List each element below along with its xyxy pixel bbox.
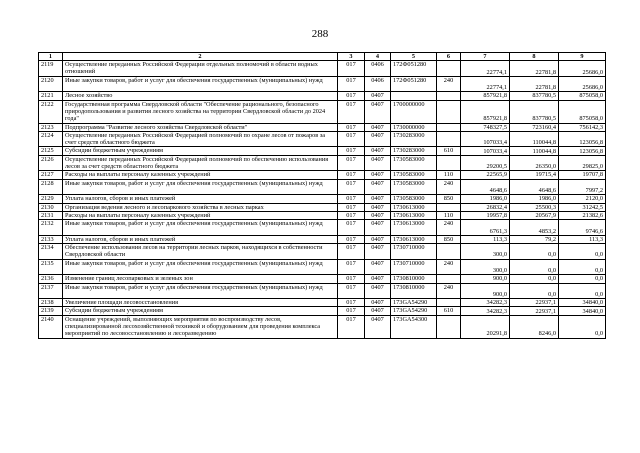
budget-table xyxy=(38,52,606,339)
expense-name-cell: Расходы на выплаты персоналу казенных учреждений xyxy=(63,211,338,219)
row-number-cell: 2132 xyxy=(39,220,63,236)
expense-name-cell: Иные закупки товаров, работ и услуг для обеспечения государственных (муниципальных) нужд xyxy=(63,76,338,92)
amount-year2-cell: 19715,4 xyxy=(510,171,559,179)
amount-year2-cell: 22937,1 xyxy=(510,299,559,307)
ministry-code-cell: 017 xyxy=(338,76,365,92)
amount-year1-cell: 4648,6 xyxy=(461,179,510,195)
table-row xyxy=(39,211,606,219)
amount-year3-cell: 7997,2 xyxy=(559,179,606,195)
section-code-cell: 0407 xyxy=(365,307,391,315)
amount-year3-cell: 0,0 xyxy=(559,244,606,260)
row-number-cell: 2138 xyxy=(39,299,63,307)
table-row xyxy=(39,259,606,275)
header-cell: 1 xyxy=(39,53,63,61)
amount-year3-cell: 21382,6 xyxy=(559,211,606,219)
header-cell: 4 xyxy=(365,53,391,61)
table-row xyxy=(39,100,606,123)
amount-year3-cell: 0,0 xyxy=(559,275,606,283)
amount-year3-cell: 31242,5 xyxy=(559,203,606,211)
amount-year2-cell: 22937,1 xyxy=(510,307,559,315)
amount-year1-cell: 19957,8 xyxy=(461,211,510,219)
ministry-code-cell: 017 xyxy=(338,307,365,315)
ministry-code-cell: 017 xyxy=(338,195,365,203)
amount-year1-cell: 107033,4 xyxy=(461,131,510,147)
table-row xyxy=(39,92,606,100)
ministry-code-cell: 017 xyxy=(338,275,365,283)
amount-year3-cell: 25686,0 xyxy=(559,61,606,77)
amount-year3-cell: 0,0 xyxy=(559,315,606,338)
amount-year1-cell: 6761,3 xyxy=(461,220,510,236)
amount-year3-cell: 34840,0 xyxy=(559,299,606,307)
amount-year1-cell: 107033,4 xyxy=(461,147,510,155)
expense-type-code-cell xyxy=(437,61,461,77)
expense-type-code-cell xyxy=(437,275,461,283)
expense-type-code-cell xyxy=(437,123,461,131)
expense-name-cell: Обеспечение использования лесов на территории лесных парков, находящихся в собственности Свердловской области xyxy=(63,244,338,260)
table-row xyxy=(39,195,606,203)
header-cell: 5 xyxy=(391,53,437,61)
header-cell: 9 xyxy=(559,53,606,61)
expense-type-code-cell: 850 xyxy=(437,195,461,203)
amount-year2-cell: 79,2 xyxy=(510,235,559,243)
expense-name-cell: Осуществление переданных Российской Федерацией полномочий по обеспечению использования лесов за счет средств областного бюджета xyxy=(63,155,338,171)
row-number-cell: 2119 xyxy=(39,61,63,77)
target-article-code-cell: 173GA54290 xyxy=(391,299,437,307)
section-code-cell: 0407 xyxy=(365,211,391,219)
row-number-cell: 2139 xyxy=(39,307,63,315)
table-row xyxy=(39,171,606,179)
amount-year3-cell: 29825,0 xyxy=(559,155,606,171)
header-cell: 3 xyxy=(338,53,365,61)
row-number-cell: 2128 xyxy=(39,179,63,195)
ministry-code-cell: 017 xyxy=(338,299,365,307)
amount-year3-cell: 34840,0 xyxy=(559,307,606,315)
table-row xyxy=(39,235,606,243)
amount-year2-cell: 723160,4 xyxy=(510,123,559,131)
ministry-code-cell: 017 xyxy=(338,179,365,195)
expense-type-code-cell: 240 xyxy=(437,259,461,275)
row-number-cell: 2124 xyxy=(39,131,63,147)
table-row xyxy=(39,123,606,131)
section-code-cell: 0407 xyxy=(365,299,391,307)
table-row xyxy=(39,307,606,315)
amount-year3-cell: 19707,8 xyxy=(559,171,606,179)
target-article-code-cell: 1730583000 xyxy=(391,171,437,179)
expense-name-cell: Уплата налогов, сборов и иных платежей xyxy=(63,235,338,243)
target-article-code-cell: 1730000000 xyxy=(391,123,437,131)
table-row xyxy=(39,244,606,260)
amount-year1-cell: 900,0 xyxy=(461,275,510,283)
amount-year1-cell: 1986,0 xyxy=(461,195,510,203)
row-number-cell: 2131 xyxy=(39,211,63,219)
table-row xyxy=(39,179,606,195)
target-article-code-cell: 1700000000 xyxy=(391,100,437,123)
amount-year2-cell: 20567,9 xyxy=(510,211,559,219)
row-number-cell: 2120 xyxy=(39,76,63,92)
table-row xyxy=(39,315,606,338)
amount-year3-cell: 0,0 xyxy=(559,283,606,299)
target-article-code-cell: 1730613000 xyxy=(391,220,437,236)
expense-name-cell: Иные закупки товаров, работ и услуг для обеспечения государственных (муниципальных) нужд xyxy=(63,283,338,299)
amount-year2-cell: 0,0 xyxy=(510,283,559,299)
header-cell: 6 xyxy=(437,53,461,61)
amount-year3-cell: 875058,0 xyxy=(559,100,606,123)
target-article-code-cell xyxy=(391,92,437,100)
amount-year2-cell: 8246,0 xyxy=(510,315,559,338)
amount-year2-cell: 22781,8 xyxy=(510,76,559,92)
expense-type-code-cell xyxy=(437,100,461,123)
expense-type-code-cell: 240 xyxy=(437,179,461,195)
section-code-cell: 0407 xyxy=(365,195,391,203)
expense-type-code-cell: 240 xyxy=(437,220,461,236)
expense-type-code-cell xyxy=(437,203,461,211)
amount-year2-cell: 0,0 xyxy=(510,275,559,283)
table-row xyxy=(39,147,606,155)
row-number-cell: 2135 xyxy=(39,259,63,275)
target-article-code-cell: 1730583000 xyxy=(391,155,437,171)
amount-year3-cell: 756142,3 xyxy=(559,123,606,131)
section-code-cell: 0407 xyxy=(365,155,391,171)
ministry-code-cell: 017 xyxy=(338,171,365,179)
row-number-cell: 2140 xyxy=(39,315,63,338)
expense-name-cell: Подпрограмма "Развитие лесного хозяйства Свердловской области" xyxy=(63,123,338,131)
target-article-code-cell: 1730283000 xyxy=(391,131,437,147)
row-number-cell: 2121 xyxy=(39,92,63,100)
amount-year2-cell: 4648,6 xyxy=(510,179,559,195)
amount-year2-cell: 4853,2 xyxy=(510,220,559,236)
page-number: 288 xyxy=(311,28,329,40)
header-cell: 8 xyxy=(510,53,559,61)
expense-name-cell: Увеличение площади лесовосстановления xyxy=(63,299,338,307)
section-code-cell: 0407 xyxy=(365,244,391,260)
expense-name-cell: Субсидии бюджетным учреждениям xyxy=(63,307,338,315)
table-row xyxy=(39,275,606,283)
column-number-header-row xyxy=(39,53,606,61)
ministry-code-cell: 017 xyxy=(338,283,365,299)
amount-year1-cell: 34282,3 xyxy=(461,307,510,315)
amount-year3-cell: 0,0 xyxy=(559,259,606,275)
target-article-code-cell: 1730583000 xyxy=(391,195,437,203)
row-number-cell: 2123 xyxy=(39,123,63,131)
row-number-cell: 2125 xyxy=(39,147,63,155)
table-row xyxy=(39,283,606,299)
amount-year2-cell: 110044,8 xyxy=(510,147,559,155)
row-number-cell: 2134 xyxy=(39,244,63,260)
expense-type-code-cell xyxy=(437,155,461,171)
amount-year1-cell: 900,0 xyxy=(461,283,510,299)
target-article-code-cell: 1730810000 xyxy=(391,283,437,299)
row-number-cell: 2133 xyxy=(39,235,63,243)
expense-type-code-cell: 610 xyxy=(437,307,461,315)
ministry-code-cell: 017 xyxy=(338,244,365,260)
amount-year1-cell: 857921,8 xyxy=(461,92,510,100)
expense-name-cell: Оснащение учреждений, выполняющих мероприятия по воспроизводству лесов, специализированной лесохозяйственной техникой и оборудованием для проведения комплекса мероприятий по лесовосстановлению и лесоразведению xyxy=(63,315,338,338)
target-article-code-cell: 1730583000 xyxy=(391,179,437,195)
section-code-cell: 0407 xyxy=(365,171,391,179)
amount-year2-cell: 0,0 xyxy=(510,244,559,260)
section-code-cell: 0407 xyxy=(365,131,391,147)
amount-year1-cell: 22565,9 xyxy=(461,171,510,179)
expense-name-cell: Осуществление переданных Российской Федерации отдельных полномочий в области водных отношений xyxy=(63,61,338,77)
amount-year3-cell: 2120,0 xyxy=(559,195,606,203)
section-code-cell: 0407 xyxy=(365,275,391,283)
ministry-code-cell: 017 xyxy=(338,100,365,123)
expense-type-code-cell xyxy=(437,299,461,307)
ministry-code-cell: 017 xyxy=(338,155,365,171)
target-article-code-cell: 172Ф051280 xyxy=(391,76,437,92)
target-article-code-cell: 1730613000 xyxy=(391,211,437,219)
ministry-code-cell: 017 xyxy=(338,315,365,338)
expense-name-cell: Расходы на выплаты персоналу казенных учреждений xyxy=(63,171,338,179)
target-article-code-cell: 1730710000 xyxy=(391,259,437,275)
expense-type-code-cell xyxy=(437,92,461,100)
header-cell: 7 xyxy=(461,53,510,61)
amount-year2-cell: 110044,8 xyxy=(510,131,559,147)
amount-year3-cell: 25686,0 xyxy=(559,76,606,92)
expense-name-cell: Изменение границ лесопарковых и зеленых зон xyxy=(63,275,338,283)
row-number-cell: 2126 xyxy=(39,155,63,171)
target-article-code-cell: 1730810000 xyxy=(391,275,437,283)
row-number-cell: 2137 xyxy=(39,283,63,299)
expense-name-cell: Лесное хозяйство xyxy=(63,92,338,100)
amount-year1-cell: 300,0 xyxy=(461,259,510,275)
expense-name-cell: Организация ведения лесного и лесопаркового хозяйства в лесных парках xyxy=(63,203,338,211)
expense-type-code-cell: 850 xyxy=(437,235,461,243)
section-code-cell: 0407 xyxy=(365,123,391,131)
table-row xyxy=(39,203,606,211)
expense-name-cell: Осуществление переданных Российской Федерацией полномочий по охране лесов от пожаров за счет средств областного бюджета xyxy=(63,131,338,147)
target-article-code-cell: 1730283000 xyxy=(391,147,437,155)
target-article-code-cell: 1730613000 xyxy=(391,203,437,211)
expense-type-code-cell: 610 xyxy=(437,147,461,155)
ministry-code-cell: 017 xyxy=(338,123,365,131)
amount-year2-cell: 26350,0 xyxy=(510,155,559,171)
target-article-code-cell: 1730613000 xyxy=(391,235,437,243)
amount-year1-cell: 20291,8 xyxy=(461,315,510,338)
target-article-code-cell: 173GA54300 xyxy=(391,315,437,338)
amount-year2-cell: 0,0 xyxy=(510,259,559,275)
amount-year2-cell: 22781,8 xyxy=(510,61,559,77)
amount-year1-cell: 22774,1 xyxy=(461,76,510,92)
ministry-code-cell: 017 xyxy=(338,61,365,77)
expense-type-code-cell: 240 xyxy=(437,76,461,92)
target-article-code-cell: 173GA54290 xyxy=(391,307,437,315)
row-number-cell: 2122 xyxy=(39,100,63,123)
amount-year3-cell: 123056,8 xyxy=(559,131,606,147)
ministry-code-cell: 017 xyxy=(338,235,365,243)
amount-year2-cell: 837780,5 xyxy=(510,92,559,100)
section-code-cell: 0406 xyxy=(365,76,391,92)
section-code-cell: 0407 xyxy=(365,147,391,155)
expense-name-cell: Уплата налогов, сборов и иных платежей xyxy=(63,195,338,203)
expense-name-cell: Иные закупки товаров, работ и услуг для обеспечения государственных (муниципальных) нужд xyxy=(63,220,338,236)
expense-type-code-cell xyxy=(437,315,461,338)
section-code-cell: 0406 xyxy=(365,61,391,77)
amount-year1-cell: 34282,3 xyxy=(461,299,510,307)
row-number-cell: 2130 xyxy=(39,203,63,211)
amount-year1-cell: 29200,5 xyxy=(461,155,510,171)
table-row xyxy=(39,76,606,92)
amount-year3-cell: 875058,0 xyxy=(559,92,606,100)
table-row xyxy=(39,61,606,77)
section-code-cell: 0407 xyxy=(365,92,391,100)
ministry-code-cell: 017 xyxy=(338,131,365,147)
target-article-code-cell: 172Ф051280 xyxy=(391,61,437,77)
header-cell: 2 xyxy=(63,53,338,61)
amount-year2-cell: 25500,3 xyxy=(510,203,559,211)
section-code-cell: 0407 xyxy=(365,179,391,195)
expense-name-cell: Субсидии бюджетным учреждениям xyxy=(63,147,338,155)
section-code-cell: 0407 xyxy=(365,315,391,338)
amount-year1-cell: 300,0 xyxy=(461,244,510,260)
section-code-cell: 0407 xyxy=(365,203,391,211)
expense-name-cell: Государственная программа Свердловской области "Обеспечение рационального, безопасного природопользования и развития лесного хозяйства на территории Свердловской области до 2024 года" xyxy=(63,100,338,123)
table-row xyxy=(39,299,606,307)
amount-year1-cell: 26832,4 xyxy=(461,203,510,211)
ministry-code-cell: 017 xyxy=(338,203,365,211)
amount-year3-cell: 123056,8 xyxy=(559,147,606,155)
expense-name-cell: Иные закупки товаров, работ и услуг для обеспечения государственных (муниципальных) нужд xyxy=(63,259,338,275)
amount-year3-cell: 113,3 xyxy=(559,235,606,243)
row-number-cell: 2136 xyxy=(39,275,63,283)
amount-year1-cell: 22774,1 xyxy=(461,61,510,77)
amount-year2-cell: 837780,5 xyxy=(510,100,559,123)
expense-type-code-cell: 110 xyxy=(437,211,461,219)
amount-year3-cell: 9746,6 xyxy=(559,220,606,236)
section-code-cell: 0407 xyxy=(365,220,391,236)
section-code-cell: 0407 xyxy=(365,283,391,299)
expense-type-code-cell: 240 xyxy=(437,283,461,299)
row-number-cell: 2127 xyxy=(39,171,63,179)
table-row xyxy=(39,220,606,236)
amount-year2-cell: 1986,0 xyxy=(510,195,559,203)
section-code-cell: 0407 xyxy=(365,235,391,243)
expense-type-code-cell xyxy=(437,131,461,147)
table-row xyxy=(39,131,606,147)
ministry-code-cell: 017 xyxy=(338,259,365,275)
expense-type-code-cell: 110 xyxy=(437,171,461,179)
amount-year1-cell: 113,3 xyxy=(461,235,510,243)
ministry-code-cell: 017 xyxy=(338,220,365,236)
target-article-code-cell: 1730710000 xyxy=(391,244,437,260)
ministry-code-cell: 017 xyxy=(338,92,365,100)
ministry-code-cell: 017 xyxy=(338,211,365,219)
section-code-cell: 0407 xyxy=(365,259,391,275)
amount-year1-cell: 748327,5 xyxy=(461,123,510,131)
table-row xyxy=(39,155,606,171)
expense-type-code-cell xyxy=(437,244,461,260)
expense-name-cell: Иные закупки товаров, работ и услуг для обеспечения государственных (муниципальных) нужд xyxy=(63,179,338,195)
table-body xyxy=(39,53,606,339)
ministry-code-cell: 017 xyxy=(338,147,365,155)
amount-year1-cell: 857921,8 xyxy=(461,100,510,123)
section-code-cell: 0407 xyxy=(365,100,391,123)
row-number-cell: 2129 xyxy=(39,195,63,203)
